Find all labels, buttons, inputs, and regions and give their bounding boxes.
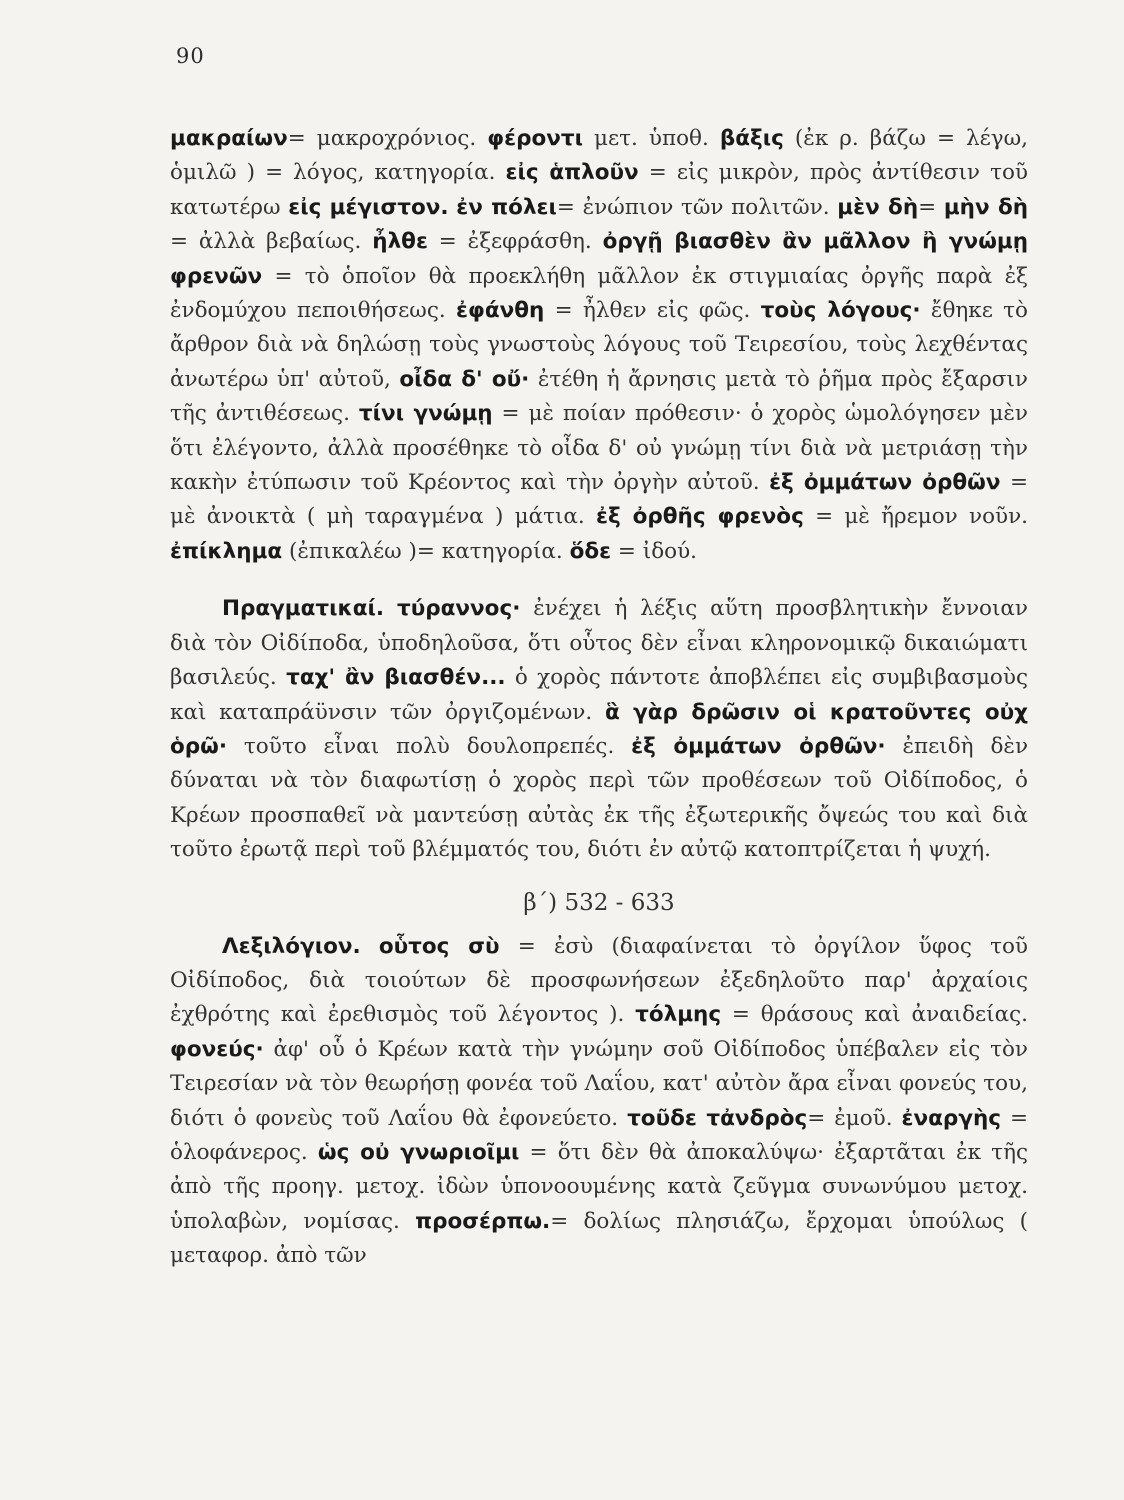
headword: ἐν πόλει [456,194,557,220]
headword: ἃ γὰρ δρῶσιν οἱ κρατοῦντες οὐχ ὁρῶ· [170,699,1028,759]
headword: Πραγματικαί. [222,596,385,622]
headword: ἐξ ὀμμάτων ὀρθῶν· [631,733,886,759]
gloss-text: = τὸ ὁποῖον θὰ προεκλήθη μᾶλλον ἐκ στιγμιαίας ὀργῆς παρὰ ἐξ ἐνδομύχου πεποιθήσεως. [170,263,1028,324]
headword: ἐναργὴς [901,1105,1002,1131]
gloss-text: = ὅτι δὲν θὰ ἀποκαλύψω· ἐξαρτᾶται ἐκ τῆς ἀπὸ τῆς προηγ. μετοχ. ἰδὼν ὑπονοουμένης κατὰ ζεῦγμα συνωνύμου μετοχ. ὑπολαβὼν, νομίσας. [170,1139,1029,1234]
gloss-text: ἀφ' οὗ ὁ Κρέων κατὰ τὴν γνώμην σοῦ Οἰδίποδος ὑπέβαλεν εἰς τὸν Τειρεσίαν νὰ τὸν θεωρήσῃ φονέα τοῦ Λαΐου, κατ' αὐτὸν ἄρα εἶναι φονεύς του, διότι ὁ φονεὺς τοῦ Λαΐου θὰ ἐφονεύετο. [170,1036,1028,1131]
gloss-text: ἐπειδὴ δὲν δύναται νὰ τὸν διαφωτίσῃ ὁ χορὸς περὶ τῶν προθέσεων τοῦ Οἰδίποδος, ὁ Κρέων προσπαθεῖ νὰ μαντεύσῃ αὐτὰς ἐκ τῆς ἐξωτερικῆς ὄψεώς του καὶ διὰ τοῦτο ἐρωτᾷ περὶ τοῦ βλέμματός του, διότι ἐν αὐτῷ κατοπτρίζεται ἡ ψυχή. [170,733,1029,863]
text-block [170,122,1028,1274]
headword: Λεξιλόγιον. [222,933,361,959]
gloss-text: = ἀλλὰ βεβαίως. [170,229,373,255]
headword: ἐπίκλημα [170,538,283,564]
gloss-text [384,596,397,621]
headword: ἐξ ὀμμάτων ὀρθῶν [769,470,1001,496]
paragraph-factual-notes [170,592,1028,867]
gloss-text: = εἰς μικρὸν, πρὸς ἀντίθεσιν τοῦ κατωτέρω [170,160,1028,220]
gloss-text: = μὲ ποίαν πρόθεσιν· ὁ χορὸς ὡμολόγησεν μὲν ὅτι ἐλέγοντο, ἀλλὰ προσέθηκε τὸ οἶδα δ' οὐ γνώμῃ τίνι διὰ νὰ μετριάσῃ τὴν κακὴν ἐτύπωσιν τοῦ Κρέοντος καὶ τὴν ὀργὴν αὐτοῦ. [170,401,1029,496]
page-number: 90 [176,44,205,68]
headword: βάξις [719,126,784,151]
gloss-text: = ἐνώπιον τῶν πολιτῶν. [556,194,838,220]
gloss-text: ἐνέχει ἡ λέξις αὕτη προσβλητικὴν ἔννοιαν διὰ τὸν Οἰδίποδα, ὑποδηλοῦσα, ὅτι οὗτος δὲν εἶναι κληρονομικῷ δικαιώματι βασιλεύς. [170,596,1028,691]
headword: ὡς οὐ γνωριοῖμι [317,1139,520,1165]
gloss-text: ὁ χορὸς πάντοτε ἀποβλέπει εἰς συμβιβασμοὺς καὶ καταπράϋνσιν τῶν ὀργιζομένων. [170,665,1028,725]
gloss-text: (ἐκ ρ. βάζω = λέγω, ὁμιλῶ ) = λόγος, κατηγορία. [170,126,1028,186]
gloss-text: ἔθηκε τὸ ἄρθρον διὰ νὰ δηλώσῃ τοὺς γνωστοὺς λόγους τοῦ Τειρεσίου, τοὺς λεχθέντας ἀνωτέρω ὑπ' αὐτοῦ, [170,298,1028,392]
gloss-text: = μακροχρόνιος. [287,126,488,151]
gloss-text [361,934,379,959]
gloss-text: = ὁλοφάνερος. [170,1105,1029,1165]
headword: οὗτος σὺ [378,933,500,959]
headword: μακραίων [170,126,288,151]
headword: ἦλθε [372,229,428,255]
paragraph-vocabulary-notes [170,122,1028,569]
headword: οἶδα δ' οὔ· [399,366,530,392]
headword: μὴν δὴ [943,194,1029,220]
headword: τίνι γνώμῃ [358,401,493,427]
gloss-text: μετ. ὑποθ. [582,126,720,151]
headword: ὀργῇ βιασθὲν ἂν μᾶλλον ἢ γνώμῃ φρενῶν [170,229,1029,289]
gloss-text: ἐτέθη ἡ ἄρνησις μετὰ τὸ ῥῆμα πρὸς ἔξαρσιν τῆς ἀντιθέσεως. [170,366,1028,427]
headword: ἐξ ὀρθῆς φρενὸς [596,504,804,530]
gloss-text: = ἰδού. [611,538,697,564]
gloss-text: = ἐμοῦ. [807,1105,902,1131]
gloss-text: = ἐξεφράσθη. [427,229,603,255]
headword: εἰς ἁπλοῦν [505,160,639,186]
headword: ὅδε [569,538,612,564]
headword: τοὺς λόγους· [760,298,921,324]
section-heading: β΄) 532 - 633 [523,889,675,916]
gloss-text: = δολίως πλησιάζω, ἔρχομαι ὑπούλως ( μεταφορ. ἀπὸ τῶν [170,1208,1029,1269]
headword: τόλμης [635,1002,722,1028]
headword: εἰς μέγιστον. [288,194,449,220]
headword: προσέρπω. [415,1208,551,1234]
gloss-text: = θράσους καὶ ἀναιδείας. [721,1002,1028,1028]
gloss-text: = ἦλθεν εἰς φῶς. [544,298,761,324]
gloss-text: τοῦτο εἶναι πολὺ δουλοπρεπές. [227,733,632,759]
headword: ταχ' ἂν βιασθέν... [286,665,506,691]
paragraph-lexicon [170,930,1028,1274]
headword: φονεύς· [170,1036,264,1062]
gloss-text: (ἐπικαλέω )= κατηγορία. [282,538,570,564]
headword: τύραννος· [396,596,521,622]
gloss-text: = μὲ ἀνοικτὰ ( μὴ ταραγμένα ) μάτια. [170,470,1028,530]
gloss-text: = ἐσὺ (διαφαίνεται τὸ ὀργίλον ὕφος τοῦ Οἰδίποδος, διὰ τοιούτων δὲ προσφωνήσεων ἐξεδηλοῦτο παρ' ἀρχαίοις ἐχθρότης καὶ ἐρεθισμὸς τοῦ λέγοντος ). [170,933,1028,1028]
headword: φέροντι [487,126,583,151]
gloss-text: = μὲ ἤρεμον νοῦν. [803,504,1028,530]
gloss-text: = [918,194,944,220]
headword: ἐφάνθη [456,298,545,324]
headword: τοῦδε τἀνδρὸς [627,1105,808,1131]
headword: μὲν δὴ [837,194,919,220]
